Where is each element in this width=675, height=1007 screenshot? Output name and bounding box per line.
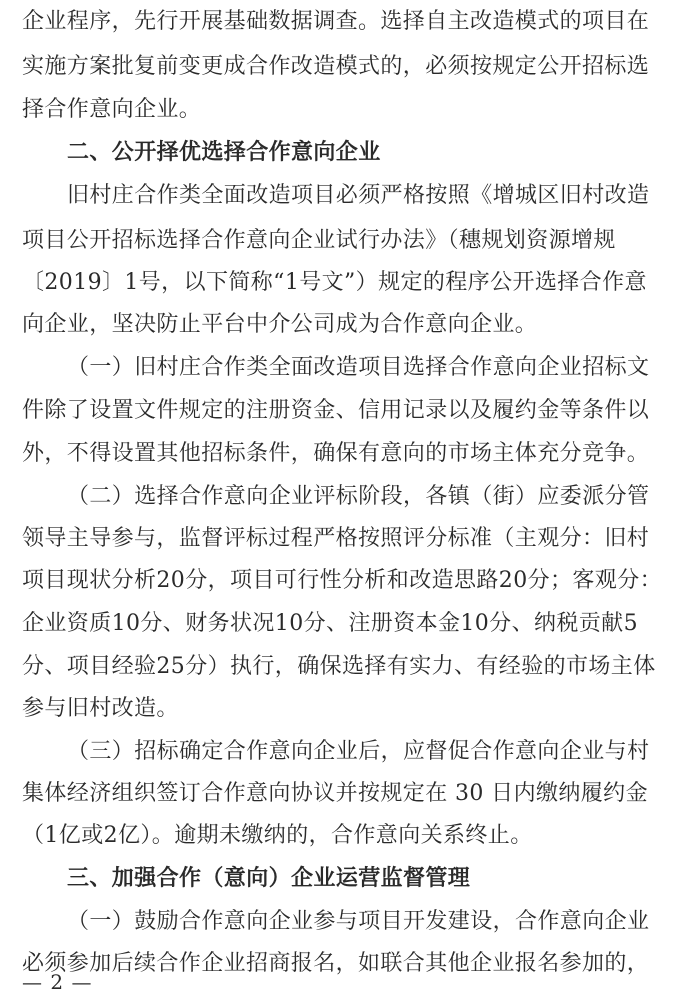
text-line: （一）旧村庄合作类全面改造项目选择合作意向企业招标文: [67, 355, 650, 380]
text-line: 外，不得设置其他招标条件，确保有意向的市场主体充分竞争。: [22, 441, 650, 466]
text-line: （1亿或2亿）。逾期未缴纳的，合作意向关系终止。: [22, 823, 533, 848]
page-number: — 2 —: [22, 970, 93, 994]
section-heading: 三、加强合作（意向）企业运营监督管理: [67, 866, 471, 891]
text-line: 旧村庄合作类全面改造项目必须严格按照《增城区旧村改造: [67, 183, 650, 208]
text-line: 企业资质10分、财务状况10分、注册资本金10分、纳税贡献5: [22, 611, 638, 636]
text-line: 实施方案批复前变更成合作改造模式的，必须按规定公开招标选: [22, 54, 650, 79]
text-line: （三）招标确定合作意向企业后，应督促合作意向企业与村: [67, 739, 650, 764]
text-line: 集体经济组织签订合作意向协议并按规定在 30 日内缴纳履约金: [22, 781, 648, 806]
section-heading: 二、公开择优选择合作意向企业: [67, 140, 381, 165]
text-line: 必须参加后续合作企业招商报名，如联合其他企业报名参加的，: [22, 951, 650, 976]
text-line: 〔2019〕1号，以下简称“1号文”）规定的程序公开选择合作意: [22, 270, 647, 295]
text-line: 领导主导参与，监督评标过程严格按照评分标准（主观分：旧村: [22, 526, 650, 551]
text-line: 向企业，坚决防止平台中介公司成为合作意向企业。: [22, 312, 538, 337]
text-line: 参与旧村改造。: [22, 696, 179, 721]
text-line: 项目现状分析20分，项目可行性分析和改造思路20分；客观分：: [22, 568, 662, 593]
text-line: （二）选择合作意向企业评标阶段，各镇（街）应委派分管: [67, 484, 650, 509]
text-line: 择合作意向企业。: [22, 97, 202, 122]
text-line: （一）鼓励合作意向企业参与项目开发建设，合作意向企业: [67, 909, 650, 934]
text-line: 项目公开招标选择合作意向企业试行办法》（穗规划资源增规: [22, 228, 616, 253]
text-line: 分、项目经验25分）执行，确保选择有实力、有经验的市场主体: [22, 654, 656, 679]
text-line: 件除了设置文件规定的注册资金、信用记录以及履约金等条件以: [22, 398, 650, 423]
text-line: 企业程序，先行开展基础数据调查。选择自主改造模式的项目在: [22, 9, 650, 34]
